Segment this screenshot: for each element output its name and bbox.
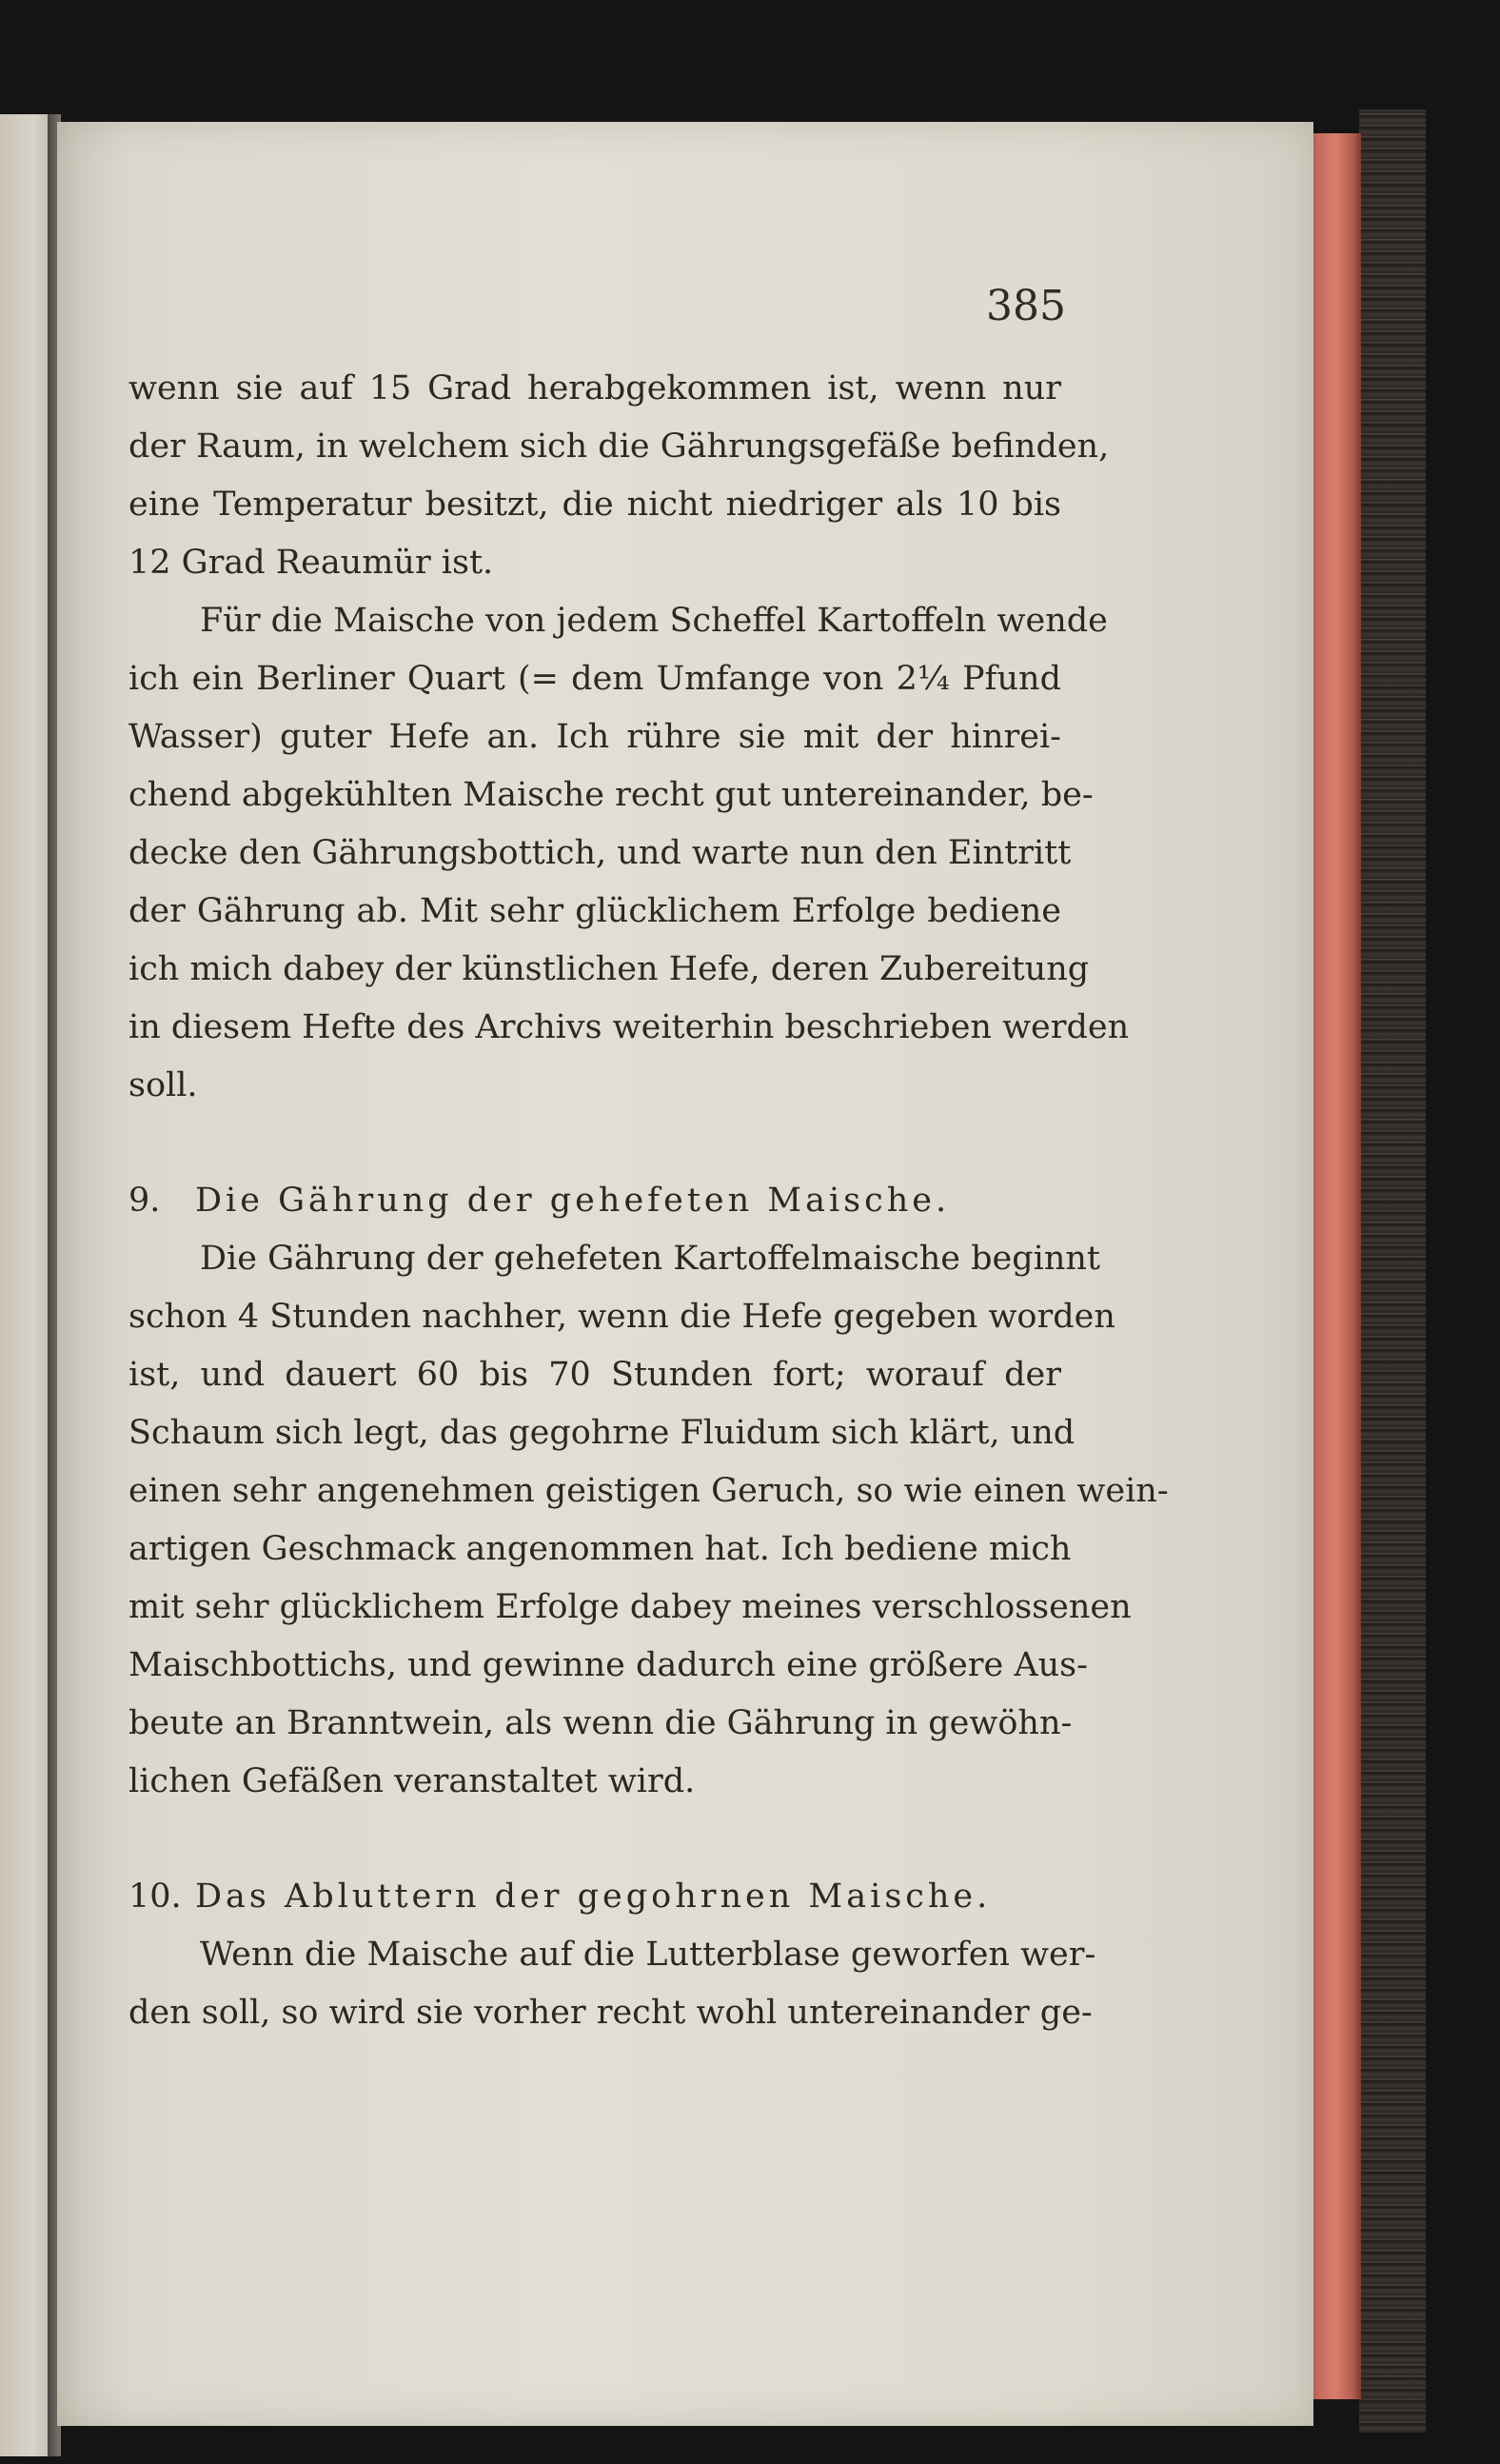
text-line: schon 4 Stunden nachher, wenn die Hefe gegeben worden — [128, 1298, 1115, 1336]
text-line: ich ein Berliner Quart (= dem Umfange von 2¼ Pfund — [128, 660, 1061, 698]
text-line: den soll, so wird sie vorher recht wohl untereinander ge- — [128, 1994, 1093, 2032]
text-line: der Raum, in welchem sich die Gährungsgefäße befinden, — [128, 427, 1110, 466]
section-gap — [128, 1115, 1061, 1172]
text-line: Schaum sich legt, das gegohrne Fluidum sich klärt, und — [128, 1414, 1076, 1452]
text-line: einen sehr angenehmen geistigen Geruch, so wie einen wein- — [128, 1472, 1169, 1510]
section-heading-10 — [128, 1868, 1061, 1926]
text-line: in diesem Hefte des Archivs weiterhin beschrieben werden — [128, 1008, 1130, 1046]
section-number: 9. — [128, 1182, 161, 1220]
text-line: eine Temperatur besitzt, die nicht niedriger als 10 bis — [128, 486, 1061, 524]
section-number: 10. — [128, 1878, 182, 1916]
text-line: wenn sie auf 15 Grad herabgekommen ist, wenn nur — [128, 369, 1061, 407]
text-line: chend abgekühlten Maische recht gut untereinander, be- — [128, 776, 1094, 814]
text-block — [128, 360, 1169, 2042]
text-line: soll. — [128, 1066, 198, 1104]
section-gap — [128, 1811, 1061, 1868]
text-line: der Gährung ab. Mit sehr glücklichem Erfolge bediene — [128, 892, 1061, 930]
text-line: lichen Gefäßen veranstaltet wird. — [128, 1762, 696, 1800]
text-line: 12 Grad Reaumür ist. — [128, 544, 494, 582]
section-heading-9 — [128, 1172, 1061, 1230]
text-line: Wenn die Maische auf die Lutterblase geworfen wer- — [200, 1936, 1096, 1974]
text-line: Die Gährung der gehefeten Kartoffelmaische beginnt — [200, 1240, 1100, 1278]
text-line: mit sehr glücklichem Erfolge dabey meines verschlossenen — [128, 1588, 1132, 1626]
text-line: ich mich dabey der künstlichen Hefe, deren Zubereitung — [128, 950, 1090, 988]
text-line: beute an Branntwein, als wenn die Gährung in gewöhn- — [128, 1704, 1073, 1742]
text-line: Für die Maische von jedem Scheffel Kartoffeln wende — [200, 602, 1108, 640]
text-line: ist, und dauert 60 bis 70 Stunden fort; worauf der — [128, 1356, 1061, 1394]
page-number: 385 — [986, 282, 1066, 330]
section-title: Das Abluttern der gegohrnen Maische. — [195, 1878, 992, 1916]
book-cover-edge — [1359, 109, 1426, 2433]
section-title: Die Gährung der gehefeten Maische. — [195, 1182, 951, 1220]
text-line: decke den Gährungsbottich, und warte nun den Eintritt — [128, 834, 1072, 872]
text-line: Maischbottichs, und gewinne dadurch eine größere Aus- — [128, 1646, 1088, 1684]
text-line: artigen Geschmack angenommen hat. Ich bediene mich — [128, 1530, 1072, 1568]
text-line: Wasser) guter Hefe an. Ich rühre sie mit der hinrei- — [128, 718, 1061, 756]
